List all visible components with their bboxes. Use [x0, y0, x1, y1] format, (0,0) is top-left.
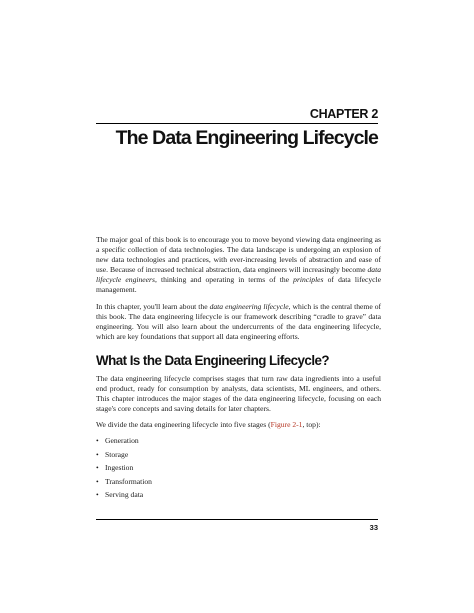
intro-paragraph-2	[96, 302, 381, 342]
lifecycle-stages-list	[96, 436, 381, 500]
bullet-icon: •	[96, 449, 99, 459]
list-item	[96, 436, 381, 446]
chapter-label: CHAPTER 2	[309, 107, 378, 121]
intro-p1-middle: , thinking and operating in terms of the	[154, 275, 294, 285]
stage-label: Generation	[105, 436, 139, 446]
intro-p1-text: The major goal of this book is to encourage you to move beyond viewing data engineering as a specific collection of data technologies. The data landscape is undergoing an explosion of new data technologies and practices, with ever-increasing levels of abstraction and ease of use. Because of increased technical abstraction, data engineers will increasingly become	[96, 235, 381, 275]
stage-label: Transformation	[105, 476, 152, 486]
section-paragraph-2	[96, 420, 381, 430]
list-item	[96, 463, 381, 473]
intro-p1-emphasis-1: data lifecycle engineers	[96, 265, 381, 285]
bullet-icon: •	[96, 490, 99, 500]
list-item	[96, 450, 381, 460]
page-number: 33	[369, 523, 378, 532]
section-paragraph-1: The data engineering lifecycle comprises stages that turn raw data ingredients into a useful end product, ready for consumption by analysts, data scientists, ML engineers, and others. This chapter introduces the major stages of the data engineering lifecycle, focusing on each stage's core concepts and saving details for later chapters.	[96, 373, 381, 414]
bullet-icon: •	[96, 476, 99, 486]
chapter-body	[96, 235, 381, 504]
stage-label: Serving data	[105, 490, 144, 500]
footer-rule	[96, 519, 378, 520]
chapter-title-rule	[96, 123, 378, 124]
intro-p2-text: In this chapter, you'll learn about the	[96, 301, 210, 311]
list-item	[96, 477, 381, 487]
section-p2-end: , top):	[302, 420, 321, 430]
intro-paragraph-1	[96, 235, 381, 296]
intro-p1-emphasis-2: principles	[293, 275, 324, 285]
chapter-title: The Data Engineering Lifecycle	[115, 127, 378, 149]
intro-p2-emphasis: data engineering lifecycle	[209, 301, 289, 311]
bullet-icon: •	[96, 463, 99, 473]
figure-2-1-link[interactable]: Figure 2-1	[270, 420, 303, 430]
section-heading: What Is the Data Engineering Lifecycle?	[96, 352, 330, 368]
intro-p2-end: , which is the central theme of this book. The data engineering lifecycle is our framework describing “cradle to grave” data engineering. You will also learn about the undercurrents of the data engineering lifecycle, which are key foundations that support all data engineering efforts.	[96, 301, 382, 341]
stage-label: Storage	[105, 449, 129, 459]
intro-p1-end: of data lifecycle management.	[96, 275, 381, 295]
bullet-icon: •	[96, 436, 99, 446]
stage-label: Ingestion	[105, 463, 134, 473]
section-p2-text: We divide the data engineering lifecycle into five stages (	[96, 420, 271, 430]
list-item	[96, 490, 381, 500]
